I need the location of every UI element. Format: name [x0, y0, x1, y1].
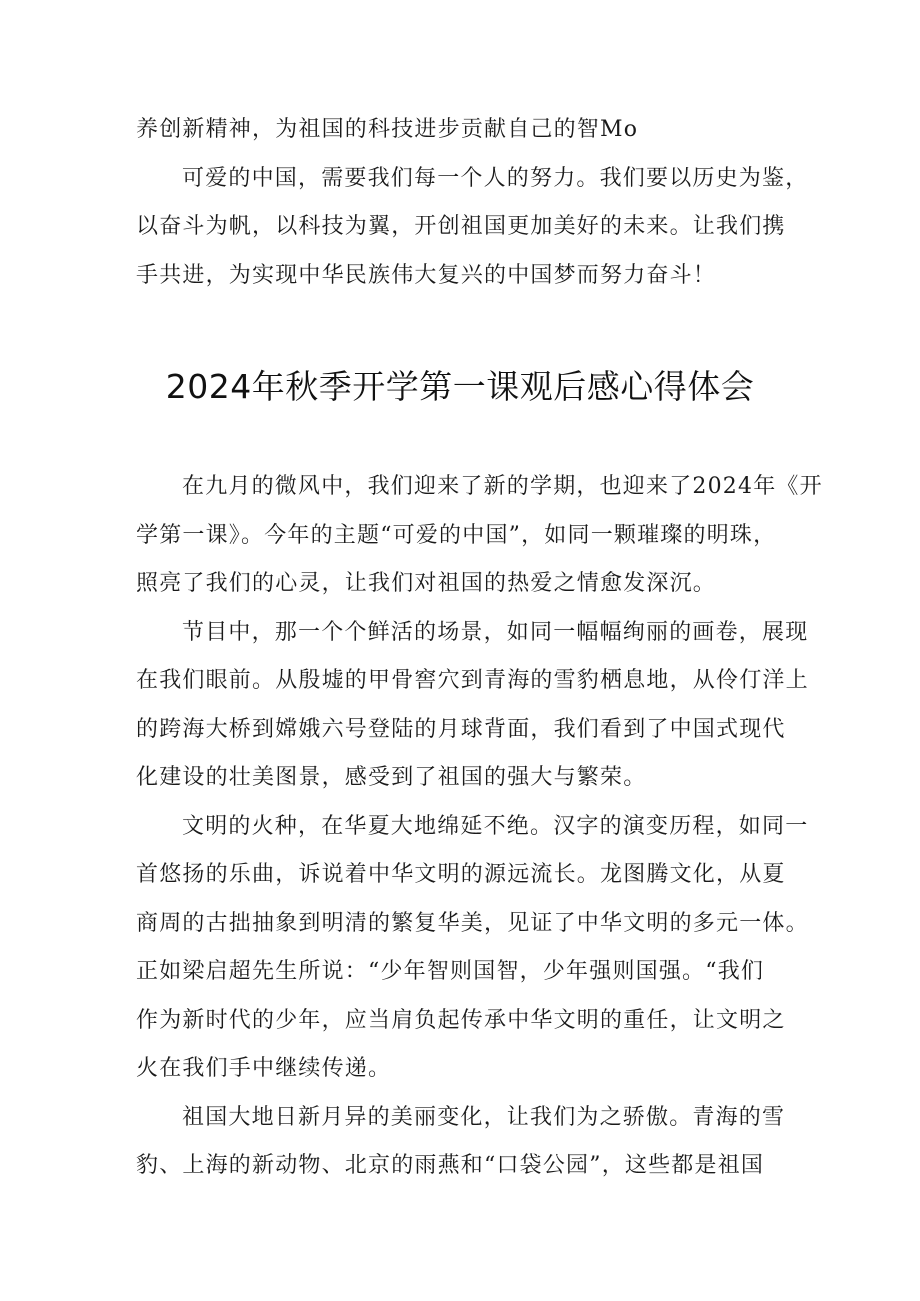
paragraph-line: 学第一课》。今年的主题“可爱的中国”，如同一颗璀璨的明珠， — [136, 523, 777, 548]
paragraph-line: 在九月的微风中，我们迎来了新的学期，也迎来了2024年《开 — [182, 474, 823, 499]
continuation-line-1: 养创新精神，为祖国的科技进步贡献自己的智Mo — [136, 117, 639, 142]
paragraph-line: 文明的火种，在华夏大地绵延不绝。汉字的演变历程，如同一 — [182, 814, 809, 839]
paragraph-line: 首悠扬的乐曲，诉说着中华文明的源远流长。龙图腾文化，从夏 — [136, 862, 786, 887]
continuation-line-3: 以奋斗为帆，以科技为翼，开创祖国更加美好的未来。让我们携 — [136, 214, 786, 239]
paragraph-line: 商周的古拙抽象到明清的繁复华美，见证了中华文明的多元一体。 — [136, 911, 809, 936]
paragraph-line: 在我们眼前。从殷墟的甲骨窖穴到青海的雪豹栖息地，从伶仃洋上 — [136, 668, 809, 693]
document-title: 2024年秋季开学第一课观后感心得体会 — [165, 367, 755, 406]
paragraph-line: 豹、上海的新动物、北京的雨燕和“口袋公园”，这些都是祖国 — [136, 1153, 765, 1178]
paragraph-line: 的跨海大桥到嫦娥六号登陆的月球背面，我们看到了中国式现代 — [136, 717, 786, 742]
paragraph-line: 作为新时代的少年，应当肩负起传承中华文明的重任，让文明之 — [136, 1008, 786, 1033]
continuation-line-4: 手共进，为实现中华民族伟大复兴的中国梦而努力奋斗！ — [136, 263, 717, 288]
paragraph-line: 节目中，那一个个鲜活的场景，如同一幅幅绚丽的画卷，展现 — [182, 620, 809, 645]
continuation-line-2: 可爱的中国，需要我们每一个人的努力。我们要以历史为鉴， — [182, 166, 809, 191]
paragraph-line: 火在我们手中继续传递。 — [136, 1056, 392, 1081]
paragraph-line: 祖国大地日新月异的美丽变化，让我们为之骄傲。青海的雪 — [182, 1105, 786, 1130]
paragraph-line: 正如梁启超先生所说：“少年智则国智，少年强则国强。“我们 — [136, 959, 765, 984]
paragraph-line: 化建设的壮美图景，感受到了祖国的强大与繁荣。 — [136, 765, 647, 790]
paragraph-line: 照亮了我们的心灵，让我们对祖国的热爱之情愈发深沉。 — [136, 571, 717, 596]
